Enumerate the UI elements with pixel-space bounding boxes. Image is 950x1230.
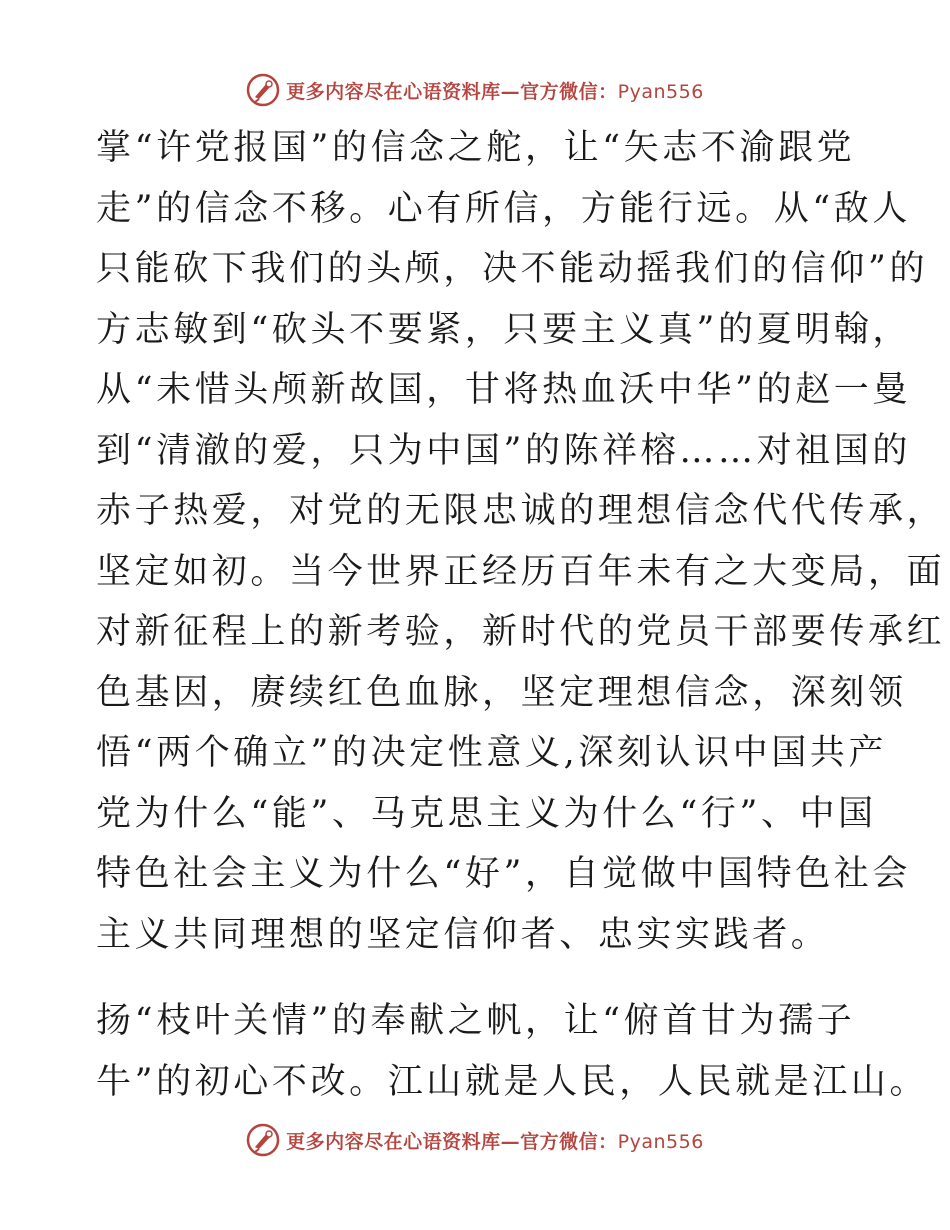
text-line: 到“清澈的爱，只为中国”的陈祥榕……对祖国的	[96, 430, 911, 471]
text-line: 扬“枝叶关情”的奉献之帆，让“俯首甘为孺子	[96, 1001, 856, 1041]
text-line: 主义共同理想的坚定信仰者、忠实实践者。	[96, 914, 830, 955]
document-body	[96, 118, 946, 1112]
footer-watermark	[0, 1120, 950, 1160]
text-line: 色基因，赓续红色血脉，坚定理想信念，深刻领	[96, 672, 907, 713]
watermark-text: 更多内容尽在心语资料库—官方微信：Pyan556	[286, 80, 704, 103]
wechat-id: Pyan556	[617, 1130, 704, 1153]
text-line: 牛”的初心不改。江山就是人民，人民就是江山。	[96, 1061, 929, 1102]
text-line: 只能砍下我们的头颅，决不能动摇我们的信仰”的	[96, 249, 929, 289]
text-line: 掌“许党报国”的信念之舵，让“矢志不渝跟党	[96, 128, 856, 168]
text-line: 从“未惜头颅新故国，甘将热血沃中华”的赵一曼	[96, 370, 911, 410]
text-line: 方志敏到“砍头不要紧，只要主义真”的夏明翰，	[96, 309, 911, 350]
paragraph-2	[96, 991, 929, 1112]
paragraph-1	[96, 118, 946, 965]
text-line: 党为什么“能”、马克思主义为什么“行”、中国	[96, 793, 877, 834]
header-watermark	[0, 70, 950, 110]
text-line: 赤子热爱，对党的无限忠诚的理想信念代代传承，	[96, 491, 946, 531]
text-line: 坚定如初。当今世界正经历百年未有之大变局，面	[96, 551, 946, 592]
text-line: 对新征程上的新考验，新时代的党员干部要传承红	[96, 612, 946, 652]
text-line: 悟“两个确立”的决定性意义,深刻认识中国共产	[96, 733, 888, 773]
text-line: 走”的信念不移。心有所信，方能行远。从“敌人	[96, 188, 911, 229]
watermark-text: 更多内容尽在心语资料库—官方微信：Pyan556	[286, 1130, 704, 1153]
wechat-id: Pyan556	[617, 80, 704, 103]
quill-logo-icon	[246, 1123, 280, 1157]
text-line: 特色社会主义为什么“好”，自觉做中国特色社会	[96, 854, 911, 894]
quill-logo-icon	[246, 73, 280, 107]
